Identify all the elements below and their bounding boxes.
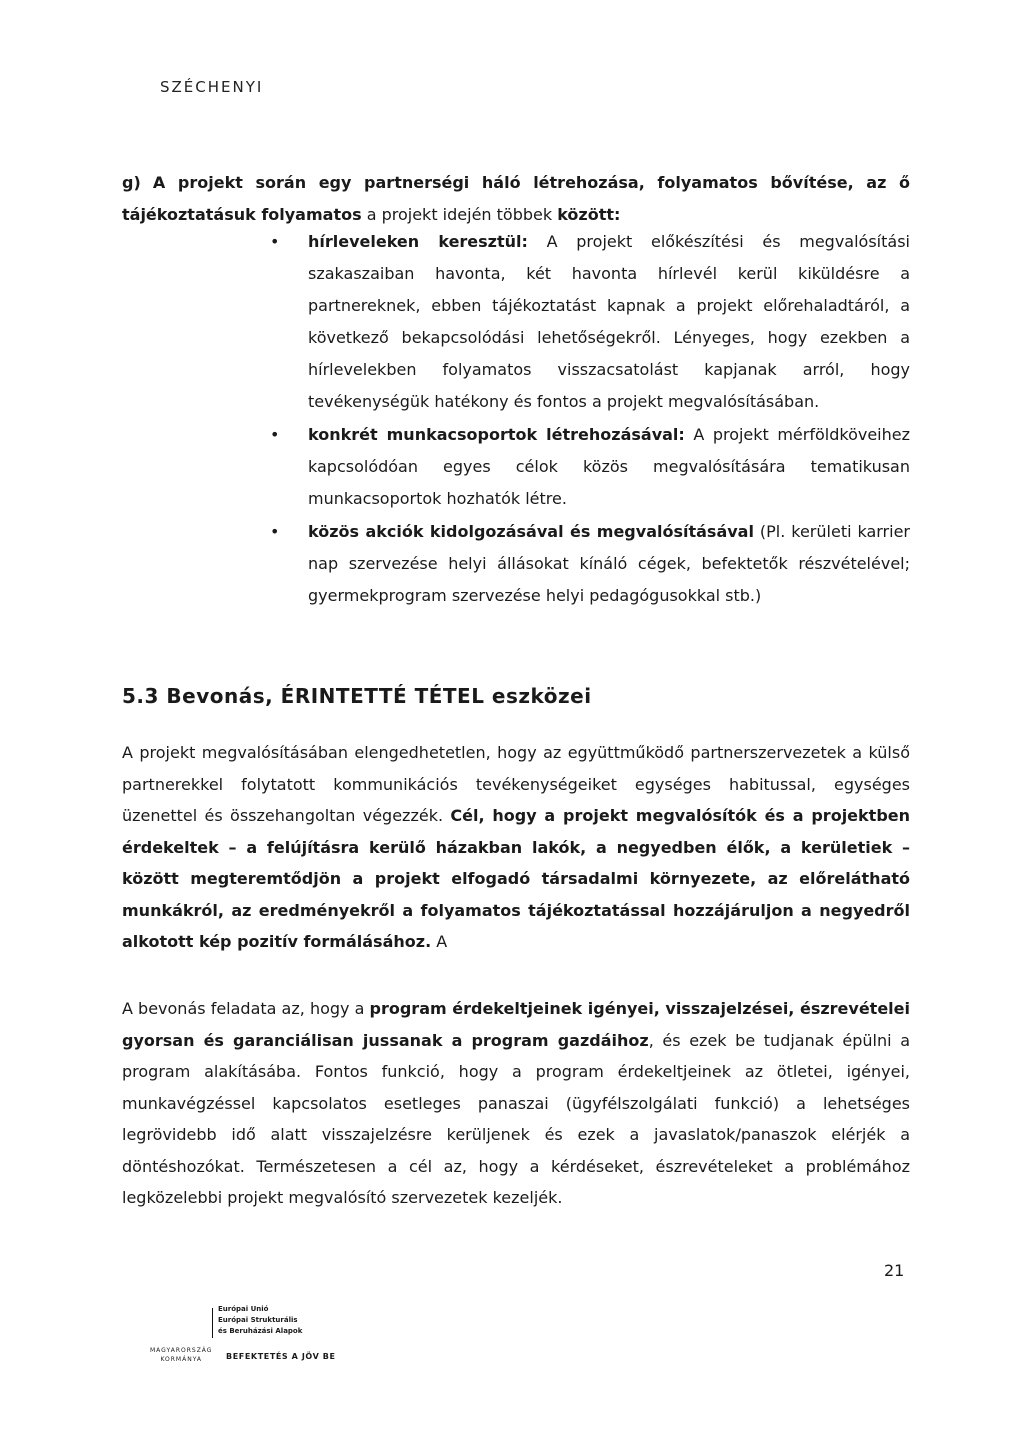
section-g	[122, 167, 910, 231]
list-item: • konkrét munkacsoportok létrehozásával: A projekt mérföldköveihez kapcsolódóan egyes célok közös megvalósítására tematikusan munkacsoportok hozhatók létre.	[270, 419, 910, 515]
header-brand: SZÉCHENYI	[160, 78, 264, 96]
page-number: 21	[884, 1261, 905, 1280]
list-item: • hírleveleken keresztül: A projekt előkészítési és megvalósítási szakaszaiban havonta, két havonta hírlevél kerül kiküldésre a partnereknek, ebben tájékoztatást kapnak a projekt előrehaladtáról, a következő bekapcsolódási lehetőségekről. Lényeges, hogy ezekben a hírlevelekben folyamatos visszacsatolást kapjanak arról, hogy tevékenységük hatékony és fontos a projekt megvalósításában.	[270, 226, 910, 418]
footer-slogan: BEFEKTETÉS A JÖV BE	[226, 1352, 336, 1361]
eu-funding-logo: Európai Unió Európai Strukturális és Beruházási Alapok	[218, 1305, 303, 1335]
list-item: • közös akciók kidolgozásával és megvalósításával (Pl. kerületi karrier nap szervezése helyi állásokat kínáló cégek, befektetők részvételével; gyermekprogram szervezése helyi pedagógusokkal stb.)	[270, 516, 910, 612]
footer-divider	[212, 1308, 213, 1338]
paragraph-2: A bevonás feladata az, hogy a program érdekeltjeinek igényei, visszajelzései, észrevételei gyorsan és garanciálisan jussanak a program gazdáihoz, és ezek be tudjanak épülni a program alakításába. Fontos funkció, hogy a program érdekeltjeinek az ötletei, igényei, munkavégzéssel kapcsolatos esetleges panaszai (ügyfélszolgálati funkció) a lehetséges legrövidebb idő alatt visszajelzésre kerüljenek és ezek a javaslatok/panaszok elérjék a döntéshozókat. Természetesen a cél az, hogy a kérdéseket, észrevételeket a problémához legközelebbi projekt megvalósító szervezetek kezeljék.	[122, 999, 911, 1207]
section-heading: 5.3 Bevonás, ÉRINTETTÉ TÉTEL eszközei	[122, 684, 592, 708]
paragraph-1: A projekt megvalósításában elengedhetetlen, hogy az együttműködő partnerszervezetek a külső partnerekkel folytatott kommunikációs tevékenységeiket egységes habitussal, egységes üzenettel és összehangoltan végezzék. Cél, hogy a projekt megvalósítók és a projektben érdekeltek – a felújításra kerülő házakban lakók, a negyedben élők, a kerületiek – között megteremtődjön a projekt elfogadó társadalmi környezete, az előrelátható munkákról, az eredményekről a folyamatos tájékoztatással hozzájáruljon a negyedről alkotott kép pozitív formálásához. A	[122, 743, 911, 951]
government-logo: MAGYARORSZÁG KORMÁNYA	[150, 1347, 213, 1363]
section-g-title: g) A projekt során egy partnerségi háló létrehozása, folyamatos bővítése, az ő tájékoztatásuk folyamatos a projekt idején többek között:	[122, 173, 910, 224]
partner-network-list	[270, 226, 910, 613]
